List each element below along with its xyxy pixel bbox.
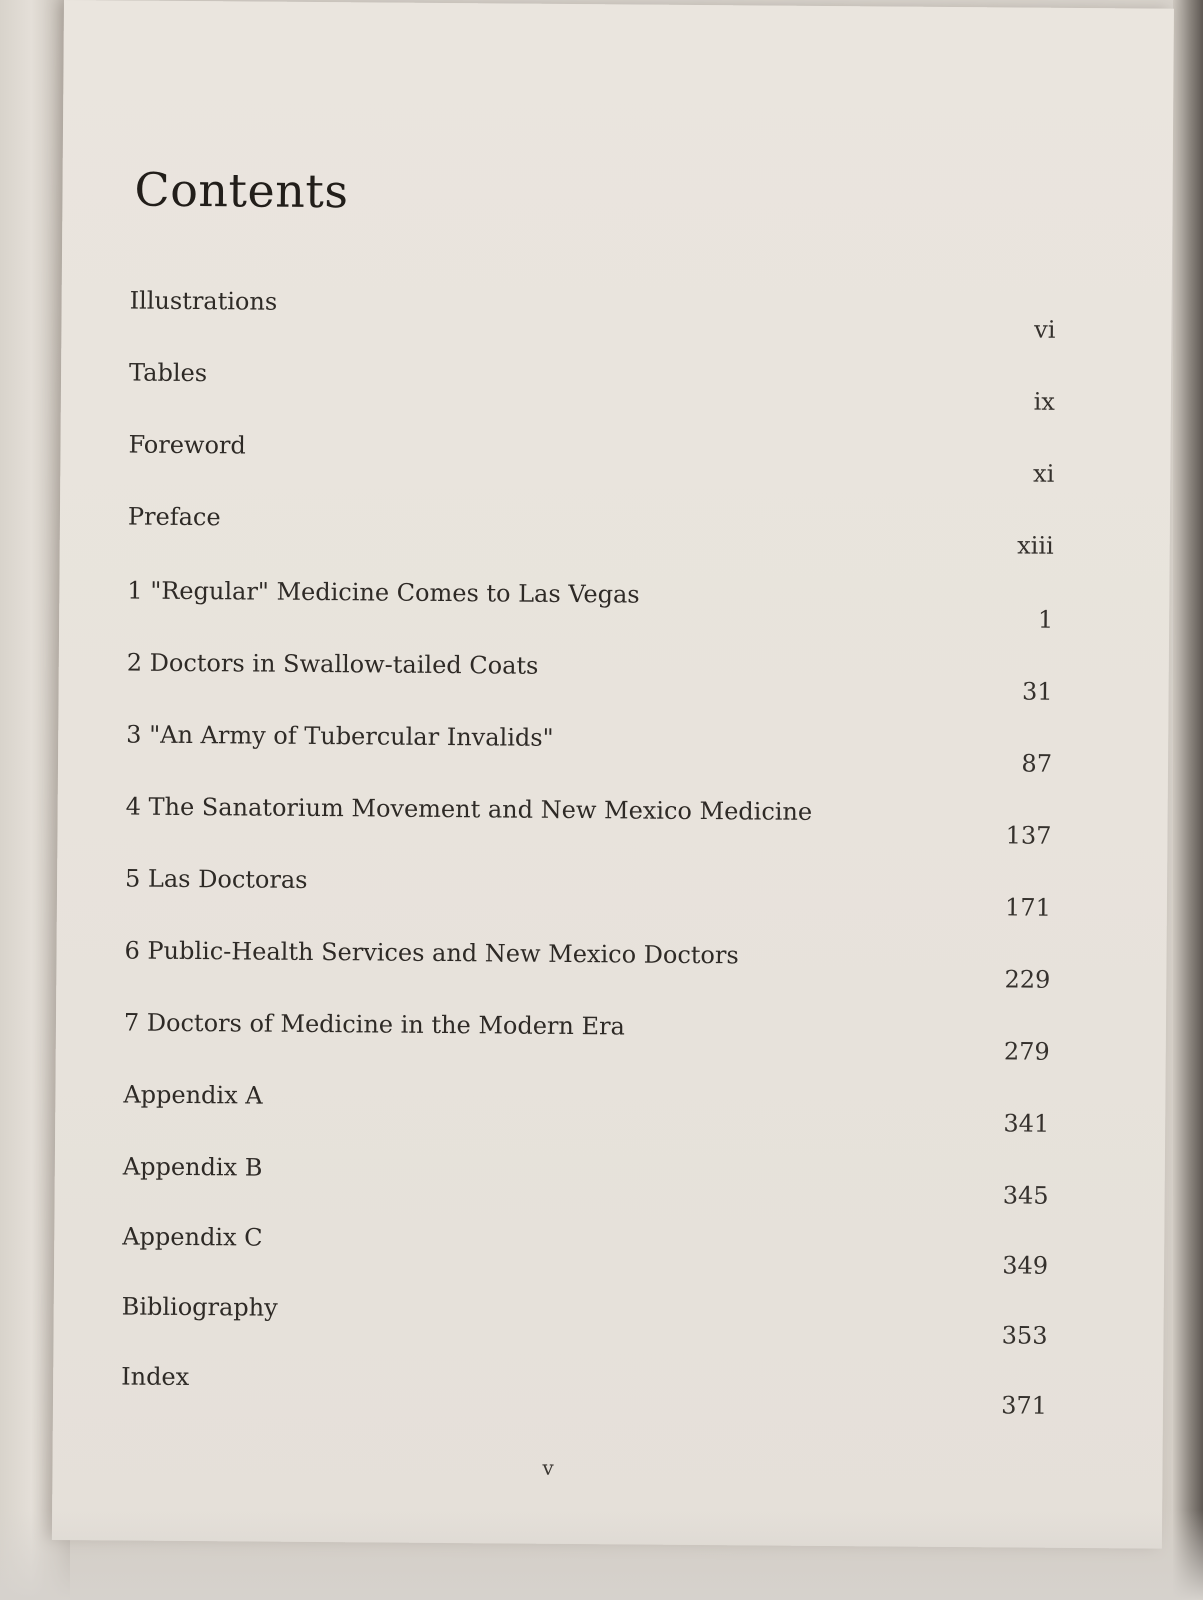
entry-title: Preface (127, 502, 221, 532)
entry-page-number: 31 (1021, 677, 1053, 706)
toc-entry-appendix-b (54, 1152, 1164, 1221)
entry-title: Appendix A (123, 1080, 263, 1110)
entry-title: Appendix C (122, 1222, 263, 1252)
toc-entry-chapter-3 (58, 720, 1168, 789)
toc-entry-chapter-1 (59, 576, 1169, 645)
entry-title: 7 Doctors of Medicine in the Modern Era (123, 1008, 625, 1041)
toc-entry-illustrations (61, 286, 1171, 355)
entry-page-number: vi (1034, 315, 1056, 344)
book-cover-edge (1173, 0, 1203, 1600)
entry-page-number: 87 (1021, 749, 1053, 778)
entry-page-number: 349 (1002, 1251, 1049, 1280)
toc-entry-bibliography (53, 1292, 1163, 1361)
toc-entry-tables (61, 358, 1171, 427)
toc-entry-index (53, 1362, 1163, 1431)
toc-entry-appendix-a (55, 1080, 1165, 1149)
entry-title: 1 "Regular" Medicine Comes to Las Vegas (127, 576, 640, 609)
entry-title: Bibliography (121, 1292, 278, 1322)
entry-title: 2 Doctors in Swallow-tailed Coats (126, 648, 539, 680)
toc-entry-appendix-c (54, 1222, 1164, 1291)
toc-entry-foreword (60, 430, 1170, 499)
bottom-surface (0, 1510, 1203, 1600)
toc-entry-chapter-7 (56, 1008, 1166, 1077)
entry-page-number: xi (1032, 459, 1055, 488)
toc-entry-preface (60, 502, 1170, 571)
book-page (52, 0, 1174, 1549)
entry-title: Appendix B (122, 1152, 263, 1182)
table-of-contents (52, 0, 1174, 1549)
entry-title: Illustrations (129, 286, 278, 316)
contents-heading: Contents (134, 162, 349, 219)
entry-page-number: 1 (1037, 605, 1054, 634)
entry-title: Foreword (128, 430, 246, 460)
toc-entry-chapter-4 (57, 792, 1167, 861)
entry-page-number: 229 (1004, 965, 1051, 994)
entry-title: 6 Public-Health Services and New Mexico Doctors (124, 936, 739, 970)
entry-page-number: 345 (1002, 1181, 1049, 1210)
entry-title: 5 Las Doctoras (124, 864, 308, 894)
entry-title: 4 The Sanatorium Movement and New Mexico Medicine (125, 792, 813, 826)
entry-page-number: 353 (1001, 1321, 1048, 1350)
entry-page-number: ix (1033, 387, 1055, 416)
entry-page-number: 279 (1003, 1037, 1050, 1066)
toc-entry-chapter-6 (56, 936, 1166, 1005)
entry-title: Tables (128, 358, 208, 388)
toc-entry-chapter-2 (58, 648, 1168, 717)
entry-page-number: 137 (1005, 821, 1052, 850)
entry-page-number: 371 (1001, 1391, 1048, 1420)
toc-entry-chapter-5 (57, 864, 1167, 933)
entry-page-number: 341 (1003, 1109, 1050, 1138)
page-folio: v (542, 1455, 554, 1480)
entry-page-number: 171 (1004, 893, 1052, 922)
entry-title: Index (121, 1362, 190, 1392)
entry-title: 3 "An Army of Tubercular Invalids" (126, 720, 554, 752)
entry-page-number: xiii (1017, 531, 1054, 560)
